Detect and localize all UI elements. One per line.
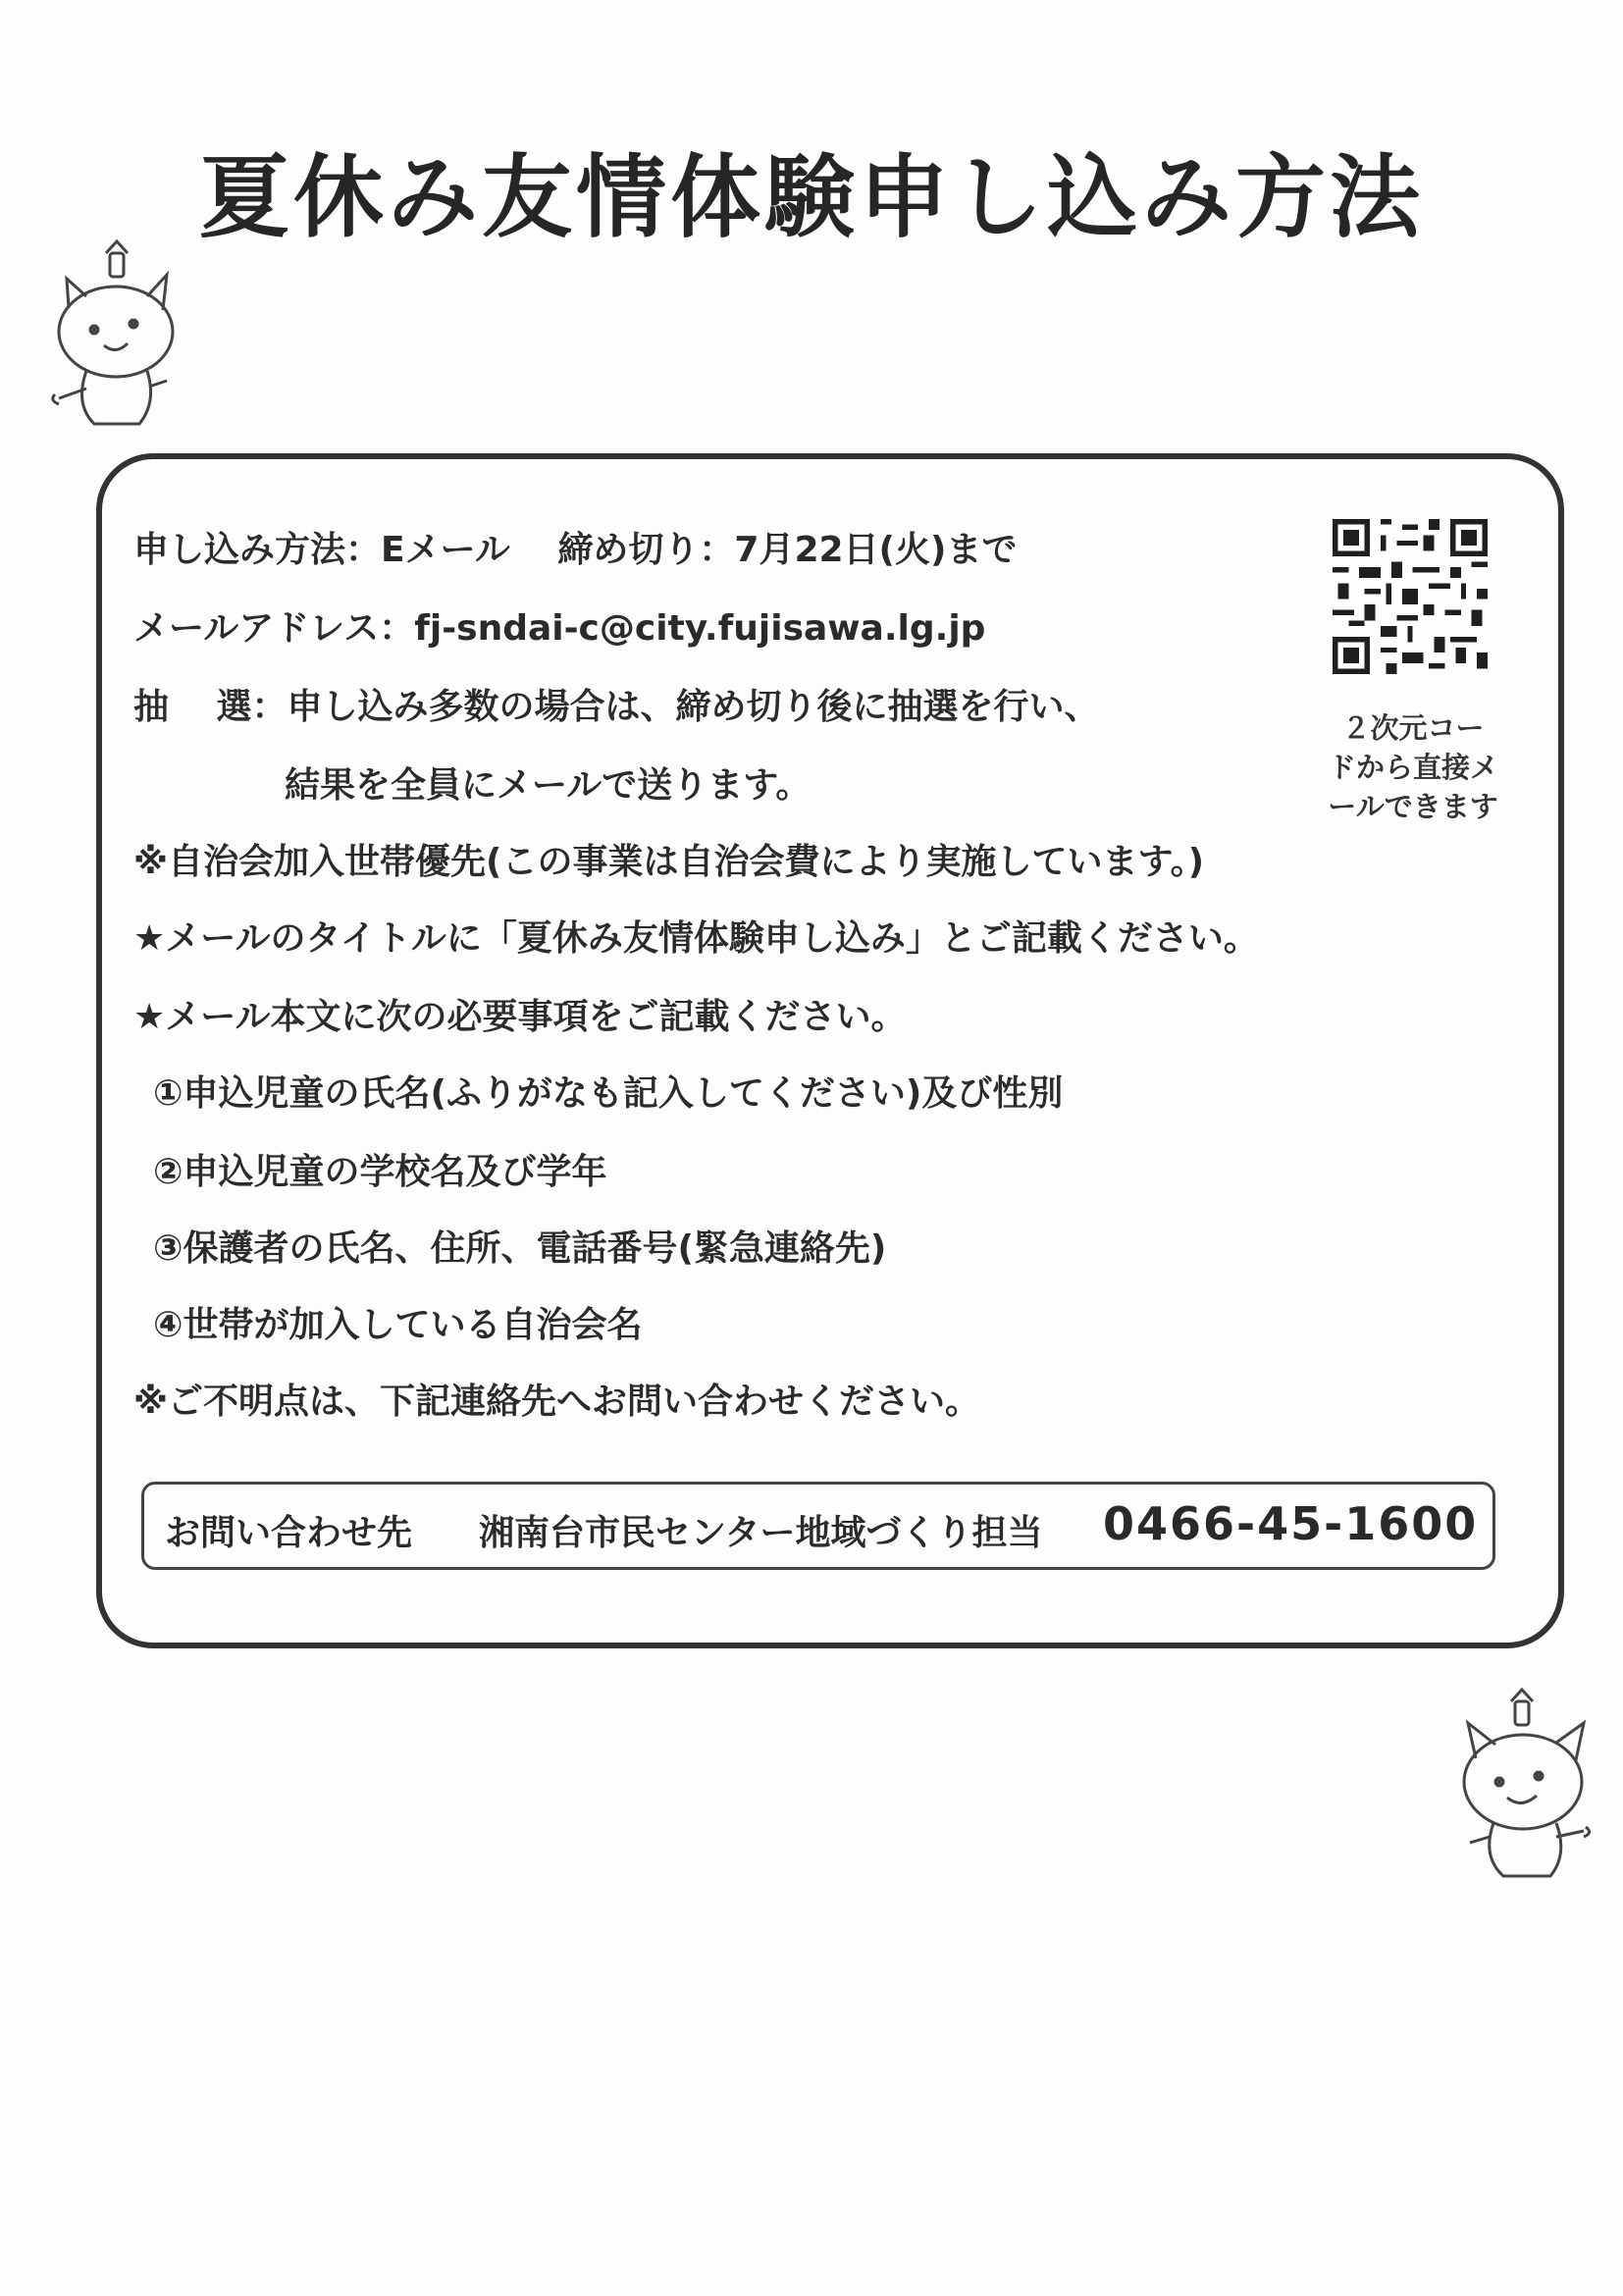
qr-caption-line: ドから直接メ xyxy=(1327,751,1498,784)
mail-subject-instruction: ★メールのタイトルに「夏休み友情体験申し込み」とご記載ください。 xyxy=(133,918,1259,959)
list-item: ③保護者の氏名、住所、電話番号(緊急連絡先) xyxy=(153,1228,887,1269)
contact-label: お問い合わせ先 xyxy=(165,1513,413,1553)
priority-note: ※自治会加入世帯優先(この事業は自治会費により実施しています。) xyxy=(133,842,1205,882)
contact-organization: 湘南台市民センター地域づくり担当 xyxy=(479,1513,1043,1553)
contact-phone-number: 0466-45-1600 xyxy=(1103,1497,1479,1550)
mascot-illustration-bottom xyxy=(1440,1680,1597,1896)
lottery-line: 抽 選：申し込み多数の場合は、締め切り後に抽選を行い、 xyxy=(133,687,1100,727)
mail-body-instruction: ★メール本文に次の必要事項をご記載ください。 xyxy=(133,997,907,1037)
list-item: ②申込児童の学校名及び学年 xyxy=(153,1152,607,1192)
qr-caption-line: ールできます xyxy=(1328,790,1498,823)
qr-code-icon[interactable] xyxy=(1333,500,1488,693)
page-title: 夏休み友情体験申し込み方法 xyxy=(198,145,1424,250)
method-deadline-line: 申し込み方法：Eメール 締め切り：7月22日(火)まで xyxy=(133,530,1018,570)
inquiry-note: ※ご不明点は、下記連絡先へお問い合わせください。 xyxy=(133,1382,980,1422)
list-item: ①申込児童の氏名(ふりがなも記入してください)及び性別 xyxy=(153,1073,1064,1114)
lottery-line-continued: 結果を全員にメールで送ります。 xyxy=(285,765,812,806)
qr-caption xyxy=(1315,708,1511,826)
list-item: ④世帯が加入している自治会名 xyxy=(153,1305,643,1345)
email-address-line: メールアドレス：fj-sndai-c@city.fujisawa.lg.jp xyxy=(133,608,986,649)
mascot-illustration-top xyxy=(29,232,186,447)
qr-caption-line: ２次元コー xyxy=(1341,711,1485,745)
